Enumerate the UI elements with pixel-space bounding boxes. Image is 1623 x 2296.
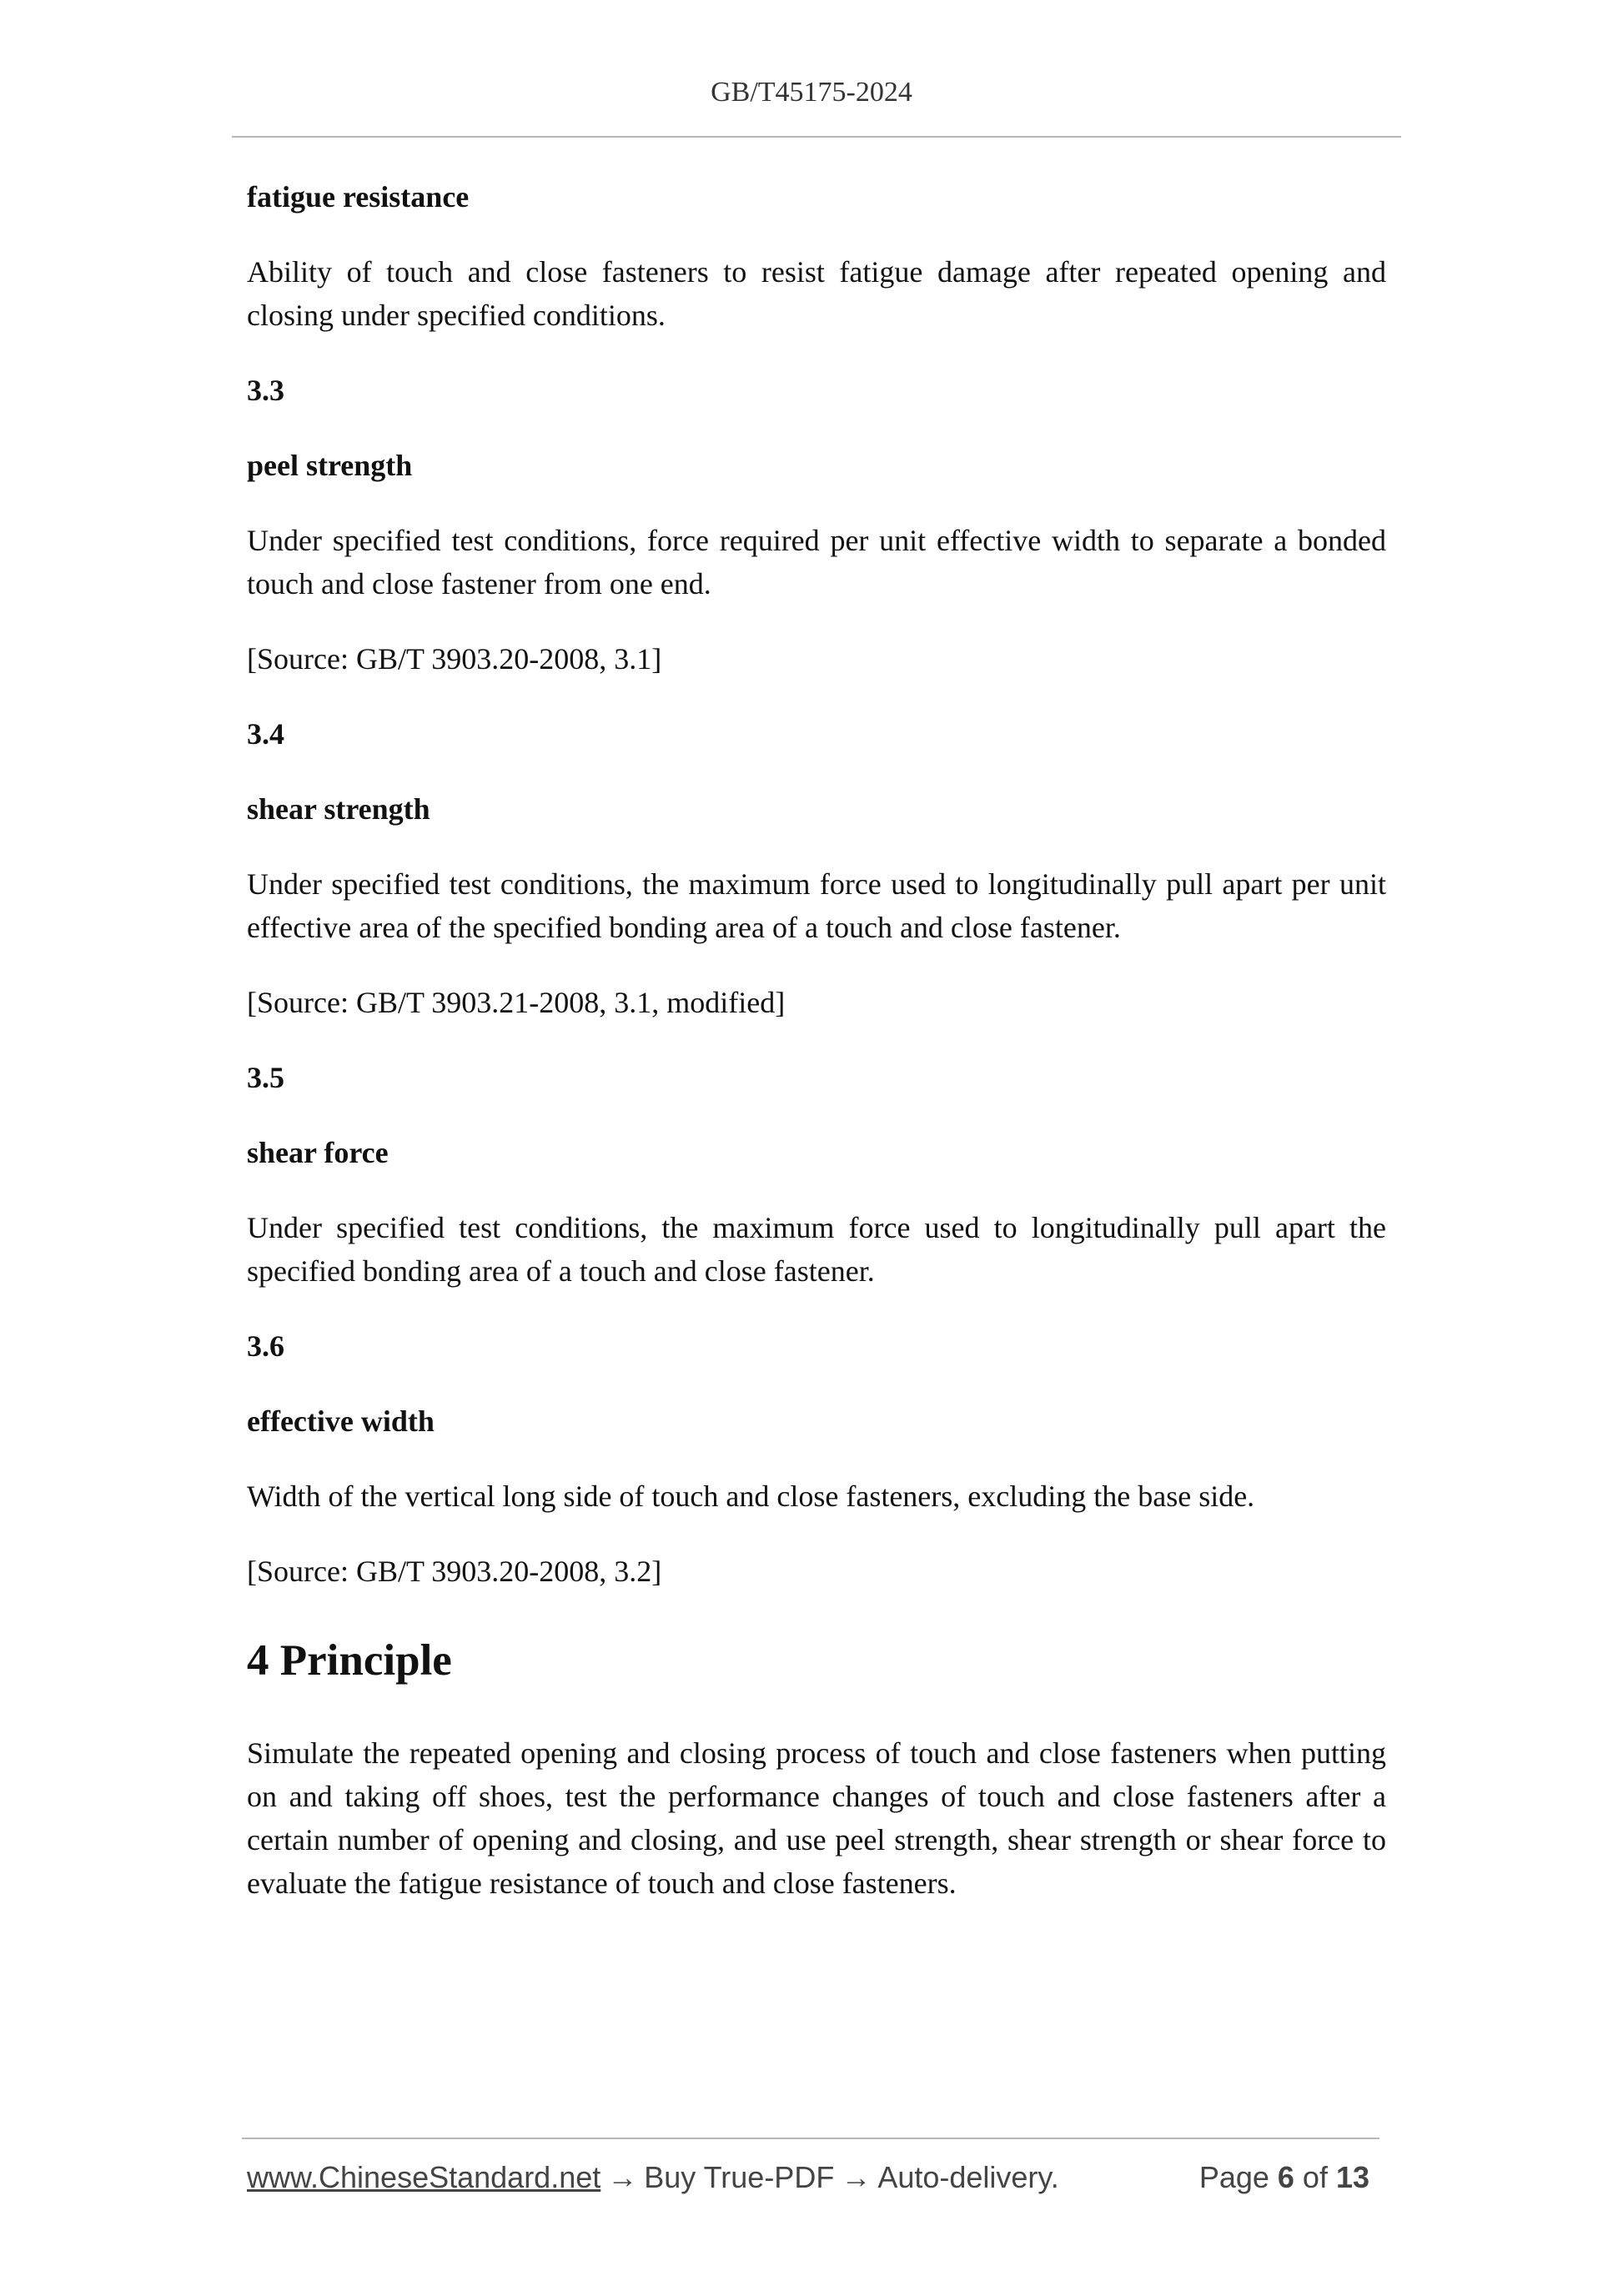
document-id: GB/T45175-2024 <box>711 77 912 108</box>
delivery-text: Auto-delivery. <box>877 2160 1059 2194</box>
page-footer <box>247 2160 1378 2202</box>
term-number-3-4: 3.4 <box>247 717 284 751</box>
term-source-peel-strength: [Source: GB/T 3903.20-2008, 3.1] <box>247 642 662 676</box>
section-body-principle: Simulate the repeated opening and closing process of touch and close fasteners when putting on and taking off shoes, test the performance changes of touch and close fasteners after a certain number of opening and closing, and use peel strength, shear strength or shear force to evaluate the fatigue resistance of touch and close fasteners. <box>247 1736 1386 1900</box>
term-number-3-6: 3.6 <box>247 1329 284 1363</box>
term-definition-peel-strength: Under specified test conditions, force required per unit effective width to separate a bonded touch and close fastener from one end. <box>247 524 1386 600</box>
page-header <box>0 77 1623 108</box>
page-total: 13 <box>1335 2160 1369 2194</box>
term-title-peel-strength: peel strength <box>247 449 413 482</box>
term-number-3-5: 3.5 <box>247 1061 284 1094</box>
term-title-shear-force: shear force <box>247 1136 389 1169</box>
document-body <box>247 175 1386 1937</box>
section-title-principle: 4 Principle <box>247 1636 452 1685</box>
page-current: 6 <box>1277 2160 1294 2194</box>
term-number-3-3: 3.3 <box>247 374 284 407</box>
footer-divider <box>242 2138 1379 2139</box>
of-label: of <box>1302 2160 1328 2194</box>
term-definition-shear-strength: Under specified test conditions, the maximum force used to longitudinally pull apart per unit effective area of the specified bonding area of a touch and close fastener. <box>247 867 1386 944</box>
term-definition-shear-force: Under specified test conditions, the maximum force used to longitudinally pull apart the specified bonding area of a touch and close fastener. <box>247 1211 1386 1288</box>
page-label: Page <box>1198 2160 1269 2194</box>
term-source-shear-strength: [Source: GB/T 3903.21-2008, 3.1, modified] <box>247 986 786 1019</box>
term-title-shear-strength: shear strength <box>247 792 430 826</box>
term-definition-effective-width: Width of the vertical long side of touch and close fasteners, excluding the base side. <box>247 1480 1255 1513</box>
footer-promo <box>247 2160 1059 2195</box>
buy-text: Buy True-PDF <box>644 2160 835 2194</box>
page-indicator <box>1199 2160 1378 2195</box>
arrow-right-icon: → <box>841 2160 872 2194</box>
header-divider <box>232 136 1401 138</box>
arrow-right-icon: → <box>607 2160 638 2194</box>
term-definition-fatigue-resistance: Ability of touch and close fasteners to resist fatigue damage after repeated opening and closing under specified conditions. <box>247 255 1386 332</box>
term-title-effective-width: effective width <box>247 1404 435 1438</box>
site-link[interactable]: www.ChineseStandard.net <box>247 2160 601 2194</box>
term-source-effective-width: [Source: GB/T 3903.20-2008, 3.2] <box>247 1555 662 1588</box>
term-title-fatigue-resistance: fatigue resistance <box>247 180 470 214</box>
